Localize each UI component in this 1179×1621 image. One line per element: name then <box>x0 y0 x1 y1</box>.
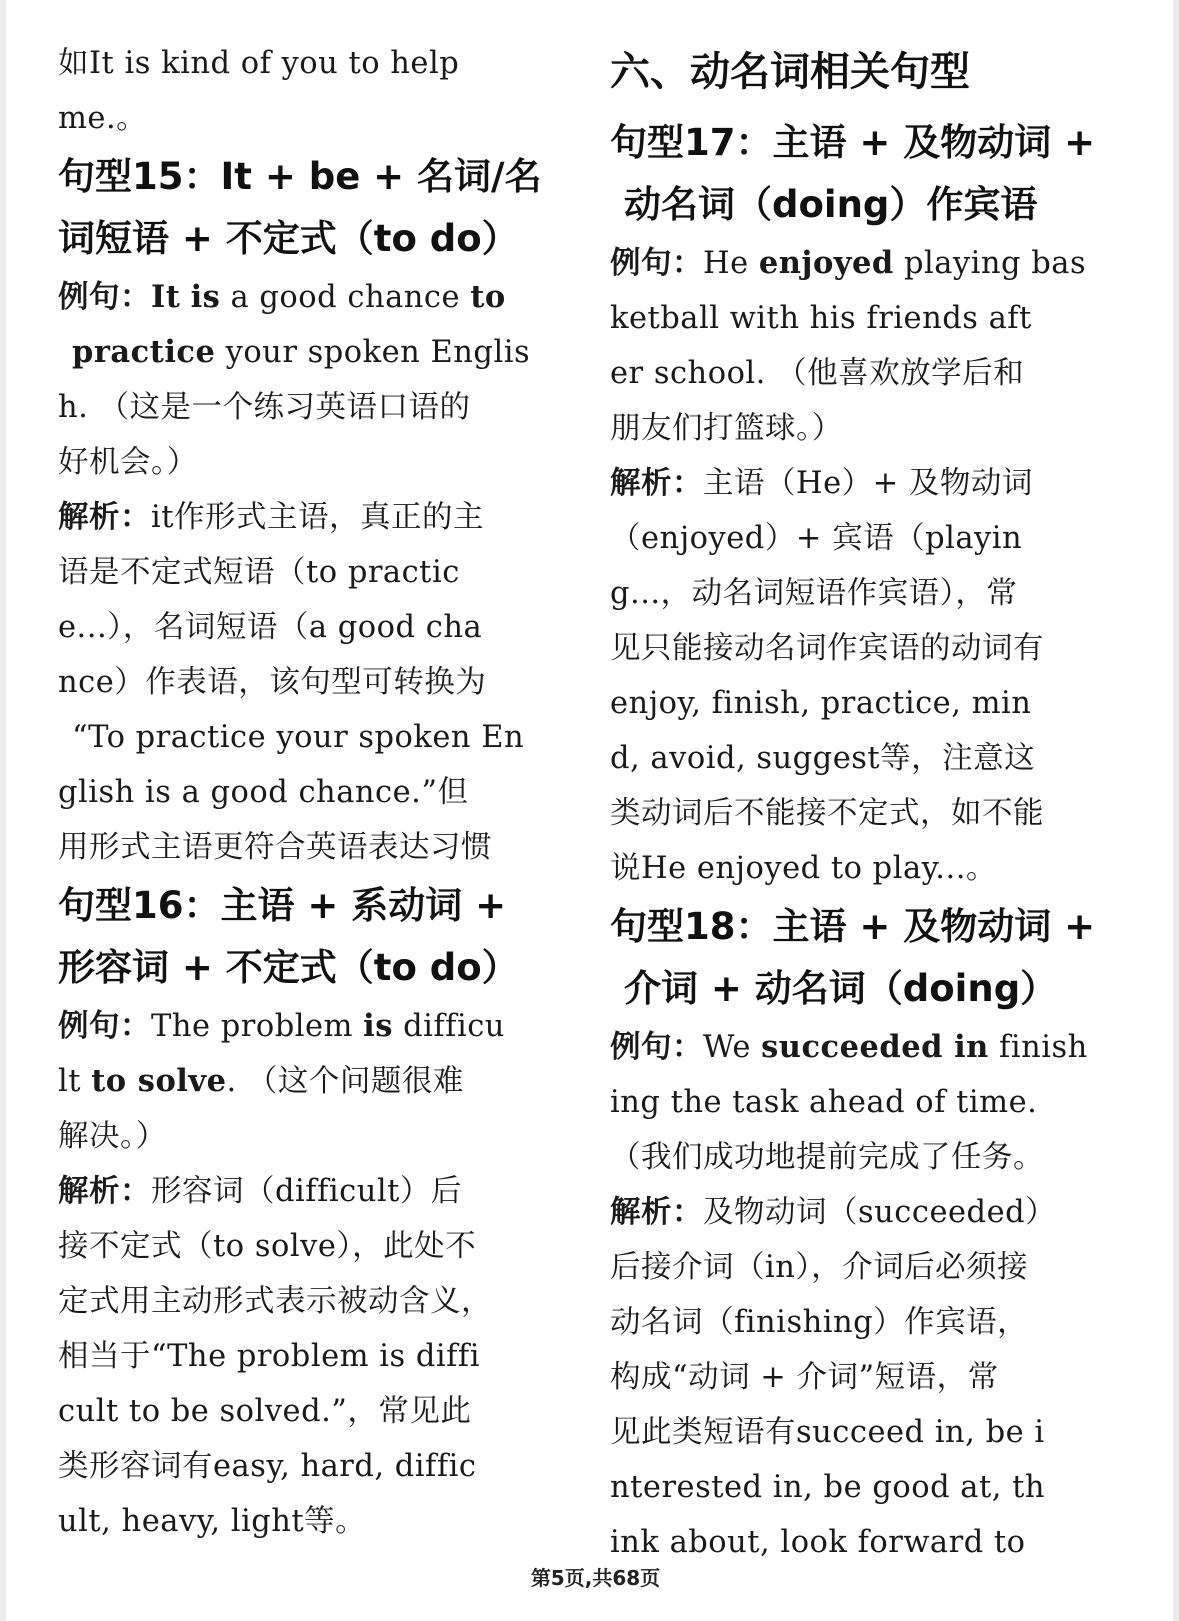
example-text: lt <box>58 1064 92 1099</box>
pattern-17-heading-line-2: 动名词（doing）作宾语 <box>624 183 1038 226</box>
example-bold-word: practice <box>72 334 216 370</box>
example-text: . （这个问题很难 <box>226 1064 464 1099</box>
example-text: your spoken Englis <box>215 335 531 370</box>
pattern-16-analysis-line-6: 类形容词有easy, hard, diffic <box>58 1449 477 1484</box>
pattern-18-heading-line-1: 句型18：主语 + 及物动词 + <box>610 905 1096 948</box>
pattern-17-analysis-line-7: 类动词后不能接不定式，如不能 <box>610 796 1044 831</box>
example-text: difficu <box>392 1009 505 1044</box>
pattern-15-example-line-1 <box>58 270 578 325</box>
pattern-16-analysis-line-5: cult to be solved.”，常见此 <box>58 1394 472 1429</box>
pattern-15-heading-line-1: 句型15：It + be + 名词/名 <box>58 155 542 198</box>
example-bold-word: to solve <box>91 1063 227 1099</box>
example-text: finish <box>988 1030 1088 1065</box>
pattern-15-heading-line-2: 词短语 + 不定式（to do） <box>58 217 519 260</box>
pattern-15-analysis-line-3: e...），名词短语（a good cha <box>58 610 483 645</box>
pattern-15-example-line-2 <box>58 325 578 380</box>
example-bold-word: is <box>190 279 221 315</box>
example-bold-word: enjoyed <box>758 245 894 281</box>
example-label: 例句： <box>610 1030 703 1065</box>
pattern-16-analysis-line-7: ult, heavy, light等。 <box>58 1504 367 1539</box>
example-bold-word: is <box>363 1008 393 1044</box>
pattern-18-heading-line-2: 介词 + 动名词（doing） <box>624 967 1058 1010</box>
analysis-text: 形容词（difficult）后 <box>151 1174 462 1209</box>
pattern-18-analysis-line-4: 构成“动词 + 介词”短语，常 <box>610 1360 999 1395</box>
pattern-15-example-line-3: h. （这是一个练习英语口语的 <box>58 390 471 425</box>
pattern-17-analysis-line-4: 见只能接动名词作宾语的动词有 <box>610 631 1044 666</box>
pattern-16-example-line-3: 解决。） <box>58 1119 167 1154</box>
pattern-16-analysis-line-4: 相当于“The problem is diffi <box>58 1339 480 1374</box>
pattern-16-heading-line-2: 形容词 + 不定式（to do） <box>58 946 519 989</box>
example-text: playing bas <box>893 246 1087 281</box>
document-page <box>6 0 1173 1621</box>
pattern-16-heading-line-1: 句型16：主语 + 系动词 + <box>58 884 507 927</box>
analysis-label: 解析： <box>610 466 703 501</box>
pattern-18-analysis-line-7: ink about, look forward to <box>610 1525 1026 1560</box>
pattern-16-example-line-2 <box>58 1054 578 1109</box>
analysis-text: 主语（He）+ 及物动词 <box>703 466 1033 501</box>
pattern-15-analysis-line-5: “To practice your spoken En <box>72 720 525 755</box>
pattern-17-analysis-line-1 <box>610 456 1130 511</box>
pattern-17-analysis-line-3: g...，动名词短语作宾语），常 <box>610 576 1018 611</box>
analysis-text: it作形式主语，真正的主 <box>151 500 485 535</box>
pattern-17-analysis-line-2: （enjoyed）+ 宾语（playin <box>610 521 1023 556</box>
pattern-18-example-line-1 <box>610 1020 1130 1075</box>
example-label: 例句： <box>610 246 703 281</box>
example-text: We <box>703 1030 762 1065</box>
pattern-18-analysis-line-6: nterested in, be good at, th <box>610 1470 1046 1505</box>
right-column <box>610 36 1130 1570</box>
analysis-text: 及物动词（succeeded） <box>703 1195 1057 1230</box>
pattern-16-analysis-line-3: 定式用主动形式表示被动含义， <box>58 1284 492 1319</box>
pattern-17-example-line-1 <box>610 236 1130 291</box>
example-text: He <box>703 246 759 281</box>
pattern-17-example-line-2: ketball with his friends aft <box>610 301 1032 336</box>
pattern-18-example-line-3: （我们成功地提前完成了任务。 <box>610 1140 1044 1175</box>
pattern-15-analysis-line-6: glish is a good chance.”但 <box>58 775 469 810</box>
intro-line-2: me.。 <box>58 101 148 136</box>
example-text: The problem <box>151 1009 364 1044</box>
pattern-17-example-line-4: 朋友们打篮球。） <box>610 411 843 446</box>
analysis-label: 解析： <box>58 1174 151 1209</box>
analysis-label: 解析： <box>58 500 151 535</box>
pattern-16-example-line-1 <box>58 999 578 1054</box>
example-label: 例句： <box>58 1009 151 1044</box>
example-bold-word: to <box>470 279 506 315</box>
pattern-18-analysis-line-2: 后接介词（in），介词后必须接 <box>610 1250 1029 1285</box>
pattern-17-analysis-line-8: 说He enjoyed to play...。 <box>610 851 997 886</box>
intro-line-1: 如It is kind of you to help <box>58 46 460 81</box>
example-label: 例句： <box>58 280 151 315</box>
pattern-16-analysis-line-2: 接不定式（to solve），此处不 <box>58 1229 477 1264</box>
pattern-18-example-line-2: ing the task ahead of time. <box>610 1085 1038 1120</box>
pattern-15-analysis-line-4: nce）作表语，该句型可转换为 <box>58 665 487 700</box>
pattern-18-analysis-line-3: 动名词（finishing）作宾语， <box>610 1305 1029 1340</box>
pattern-17-analysis-line-5: enjoy, finish, practice, min <box>610 686 1032 721</box>
page-number-footer: 第5页,共68页 <box>530 1566 661 1590</box>
example-bold-word: It <box>151 279 181 315</box>
pattern-16-analysis-line-1 <box>58 1164 578 1219</box>
example-bold-word: succeeded in <box>761 1029 989 1065</box>
example-text: a good chance <box>220 280 471 315</box>
pattern-15-analysis-line-1 <box>58 490 578 545</box>
pattern-17-heading-line-1: 句型17：主语 + 及物动词 + <box>610 121 1096 164</box>
left-column <box>58 36 578 1549</box>
pattern-17-example-line-3: er school. （他喜欢放学后和 <box>610 356 1025 391</box>
section-title: 六、动名词相关句型 <box>610 49 970 95</box>
analysis-label: 解析： <box>610 1195 703 1230</box>
pattern-17-analysis-line-6: d, avoid, suggest等，注意这 <box>610 741 1036 776</box>
pattern-15-example-line-4: 好机会。） <box>58 445 198 480</box>
pattern-18-analysis-line-5: 见此类短语有succeed in, be i <box>610 1415 1045 1450</box>
pattern-18-analysis-line-1 <box>610 1185 1130 1240</box>
pattern-15-analysis-line-2: 语是不定式短语（to practic <box>58 555 460 590</box>
pattern-15-analysis-line-7: 用形式主语更符合英语表达习惯 <box>58 830 492 865</box>
